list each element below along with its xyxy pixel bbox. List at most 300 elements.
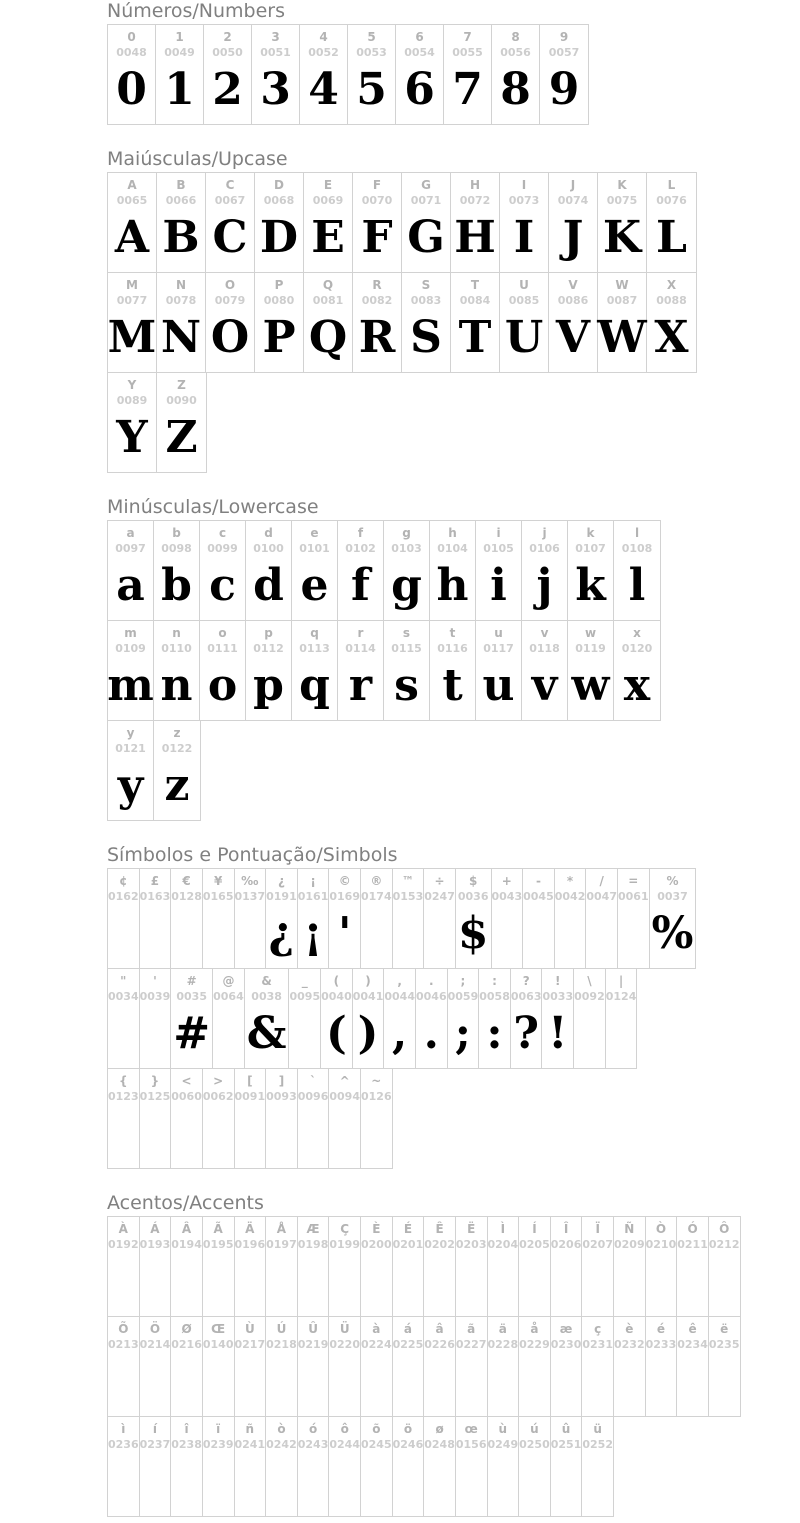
cell-character-label: ™ [401, 874, 414, 888]
glyph-cell [203, 1217, 235, 1316]
cell-glyph-preview: O [210, 312, 250, 363]
cell-glyph-preview [505, 904, 509, 964]
glyph-cell [203, 869, 235, 968]
glyph-cell [300, 25, 348, 124]
cell-character-label: å [530, 1322, 539, 1336]
cell-glyph-preview: G [407, 212, 445, 263]
cell-unicode-code: 0120 [621, 642, 653, 655]
glyph-cell [476, 521, 522, 620]
cell-unicode-code: 0055 [452, 46, 483, 59]
glyph-cell [206, 173, 255, 272]
cell-unicode-code: 0202 [424, 1238, 455, 1251]
cell-character-label: û [561, 1422, 571, 1436]
glyph-cell [298, 869, 330, 968]
glyph-cell [522, 621, 568, 720]
cell-glyph-preview: R [358, 312, 396, 363]
cell-character-label: p [264, 626, 273, 640]
cell-character-label: L [667, 178, 676, 192]
cell-unicode-code: 0228 [487, 1338, 519, 1351]
cell-character-label: V [568, 278, 578, 292]
cell-character-label: n [172, 626, 181, 640]
cell-glyph-preview: $ [457, 908, 489, 959]
cell-glyph-preview [153, 1252, 157, 1312]
glyph-cell [456, 1317, 488, 1416]
cell-unicode-code: 0057 [548, 46, 580, 59]
cell-glyph-preview [596, 1252, 600, 1312]
cell-unicode-code: 0197 [266, 1238, 297, 1251]
cell-character-label: T [470, 278, 480, 292]
cell-character-label: $ [469, 874, 478, 888]
cell-unicode-code: 0095 [289, 990, 321, 1003]
cell-glyph-preview [311, 1252, 315, 1312]
cell-glyph-preview [248, 1252, 252, 1312]
cell-unicode-code: 0165 [202, 890, 234, 903]
glyph-cell [108, 721, 154, 820]
glyph-row-wrap [107, 273, 800, 373]
cell-glyph-preview [121, 1452, 125, 1512]
cell-glyph-preview [438, 1352, 442, 1412]
cell-glyph-preview: v [531, 660, 558, 711]
cell-glyph-preview: U [504, 312, 544, 363]
cell-unicode-code: 0214 [139, 1338, 171, 1351]
glyph-cell [519, 1417, 551, 1516]
cell-glyph-preview [631, 904, 635, 964]
cell-character-label: = [628, 874, 639, 888]
cell-glyph-preview [691, 1252, 695, 1312]
glyph-cell [329, 1317, 361, 1416]
cell-character-label: ú [530, 1422, 539, 1436]
cell-character-label: œ [464, 1422, 478, 1436]
glyph-cell [709, 1317, 740, 1416]
cell-glyph-preview [343, 1352, 347, 1412]
cell-unicode-code: 0063 [510, 990, 542, 1003]
cell-glyph-preview: V [555, 312, 591, 363]
cell-unicode-code: 0161 [297, 890, 329, 903]
glyph-row [107, 272, 697, 373]
cell-unicode-code: 0118 [529, 642, 560, 655]
cell-unicode-code: 0089 [116, 394, 148, 407]
cell-glyph-preview [185, 1452, 189, 1512]
cell-character-label: X [666, 278, 677, 292]
glyph-cell [171, 1217, 203, 1316]
cell-character-label: ë [720, 1322, 729, 1336]
cell-character-label: @ [222, 974, 235, 988]
cell-unicode-code: 0099 [207, 542, 238, 555]
cell-glyph-preview [564, 1252, 568, 1312]
cell-unicode-code: 0123 [108, 1090, 139, 1103]
glyph-cell [235, 1317, 267, 1416]
cell-glyph-preview [303, 1004, 307, 1064]
cell-character-label: Á [150, 1222, 160, 1236]
cell-unicode-code: 0244 [329, 1438, 360, 1451]
glyph-cell [171, 1417, 203, 1516]
cell-unicode-code: 0094 [329, 1090, 360, 1103]
cell-glyph-preview: B [162, 212, 200, 263]
cell-character-label: á [403, 1322, 412, 1336]
glyph-cell [329, 1069, 361, 1168]
cell-unicode-code: 0229 [519, 1338, 550, 1351]
cell-glyph-preview: K [602, 212, 642, 263]
cell-character-label: Ö [149, 1322, 161, 1336]
cell-unicode-code: 0216 [171, 1338, 202, 1351]
cell-unicode-code: 0047 [586, 890, 617, 903]
glyph-cell [140, 1217, 172, 1316]
glyph-cell [393, 1417, 425, 1516]
cell-glyph-preview: N [160, 312, 202, 363]
cell-character-label: ã [467, 1322, 476, 1336]
cell-glyph-preview [469, 1352, 473, 1412]
glyph-cell [203, 1317, 235, 1416]
cell-unicode-code: 0082 [361, 294, 393, 307]
glyph-cell [614, 1217, 646, 1316]
glyph-cell [614, 1317, 646, 1416]
cell-character-label: G [421, 178, 431, 192]
glyph-cell [448, 969, 480, 1068]
cell-glyph-preview: 7 [452, 64, 483, 115]
section-title-numbers: Números/Numbers [107, 0, 285, 22]
cell-glyph-preview: x [623, 660, 651, 711]
cell-character-label: " [120, 974, 127, 988]
glyph-cell [456, 869, 492, 968]
cell-glyph-preview: e [300, 560, 329, 611]
cell-character-label: Œ [211, 1322, 226, 1336]
cell-unicode-code: 0194 [171, 1238, 202, 1251]
cell-character-label: õ [372, 1422, 381, 1436]
glyph-cell [203, 1069, 235, 1168]
cell-character-label: m [124, 626, 137, 640]
glyph-row-wrap [107, 1417, 800, 1517]
glyph-cell [154, 721, 200, 820]
cell-glyph-preview [216, 904, 220, 964]
cell-unicode-code: 0251 [550, 1438, 582, 1451]
cell-character-label: U [519, 278, 529, 292]
cell-character-label: r [357, 626, 364, 640]
font-specimen-page [0, 1, 800, 1523]
cell-glyph-preview [469, 1452, 473, 1512]
cell-glyph-preview: s [394, 660, 419, 711]
glyph-cell [298, 1317, 330, 1416]
glyph-cell [424, 1417, 456, 1516]
cell-character-label: ù [498, 1422, 508, 1436]
cell-character-label: â [435, 1322, 444, 1336]
glyph-row-wrap [107, 1216, 800, 1317]
cell-character-label: C [225, 178, 235, 192]
cell-character-label: Æ [306, 1222, 320, 1236]
cell-character-label: H [469, 178, 481, 192]
cell-unicode-code: 0163 [139, 890, 171, 903]
glyph-cell [292, 621, 338, 720]
glyph-cell [488, 1217, 520, 1316]
cell-unicode-code: 0219 [297, 1338, 329, 1351]
cell-unicode-code: 0196 [234, 1238, 266, 1251]
section-uppercase [107, 149, 800, 473]
cell-unicode-code: 0110 [161, 642, 192, 655]
cell-character-label: í [152, 1422, 157, 1436]
cell-glyph-preview [185, 1352, 189, 1412]
cell-unicode-code: 0250 [519, 1438, 550, 1451]
cell-glyph-preview: ) [357, 1008, 379, 1059]
cell-character-label: ä [498, 1322, 507, 1336]
cell-glyph-preview [311, 1104, 315, 1164]
cell-character-label: u [494, 626, 503, 640]
cell-unicode-code: 0071 [410, 194, 442, 207]
cell-glyph-preview [501, 1352, 505, 1412]
section-title-uppercase: Maiúsculas/Upcase [107, 148, 288, 170]
cell-glyph-preview [619, 1004, 623, 1064]
cell-character-label: ÷ [434, 874, 445, 888]
glyph-cell [255, 273, 304, 372]
cell-character-label: + [501, 874, 512, 888]
cell-unicode-code: 0106 [529, 542, 560, 555]
cell-character-label: à [372, 1322, 381, 1336]
cell-glyph-preview: M [107, 312, 157, 363]
cell-unicode-code: 0064 [213, 990, 244, 1003]
cell-character-label: z [173, 726, 181, 740]
cell-unicode-code: 0153 [392, 890, 424, 903]
cell-glyph-preview [406, 1252, 410, 1312]
cell-character-label: c [218, 526, 227, 540]
cell-character-label: £ [150, 874, 160, 888]
cell-glyph-preview [406, 1352, 410, 1412]
cell-glyph-preview: 4 [308, 64, 339, 115]
glyph-cell [384, 621, 430, 720]
cell-character-label: ) [365, 974, 371, 988]
cell-character-label: ^ [339, 1074, 350, 1088]
glyph-cell [549, 173, 598, 272]
glyph-cell [582, 1317, 614, 1416]
glyph-cell [255, 173, 304, 272]
cell-character-label: F [372, 178, 382, 192]
cell-character-label: î [184, 1422, 189, 1436]
cell-unicode-code: 0078 [165, 294, 197, 307]
cell-unicode-code: 0088 [656, 294, 687, 307]
glyph-cell [108, 1417, 140, 1516]
cell-unicode-code: 0237 [139, 1438, 171, 1451]
cell-character-label: Ê [435, 1222, 444, 1236]
cell-glyph-preview [722, 1352, 726, 1412]
cell-unicode-code: 0246 [392, 1438, 424, 1451]
cell-glyph-preview [564, 1352, 568, 1412]
cell-glyph-preview [587, 1004, 591, 1064]
glyph-cell [598, 273, 647, 372]
cell-glyph-preview [536, 904, 540, 964]
cell-glyph-preview [596, 1452, 600, 1512]
cell-unicode-code: 0052 [308, 46, 339, 59]
cell-unicode-code: 0201 [392, 1238, 424, 1251]
cell-unicode-code: 0231 [582, 1338, 613, 1351]
glyph-cell [500, 273, 549, 372]
glyph-cell [108, 1317, 140, 1416]
cell-unicode-code: 0162 [108, 890, 139, 903]
cell-unicode-code: 0103 [391, 542, 422, 555]
cell-unicode-code: 0091 [234, 1090, 266, 1103]
section-accents [107, 1193, 800, 1517]
cell-character-label: e [310, 526, 319, 540]
cell-glyph-preview [438, 904, 442, 964]
glyph-cell [677, 1217, 709, 1316]
cell-unicode-code: 0124 [605, 990, 637, 1003]
glyph-cell [709, 1217, 740, 1316]
cell-glyph-preview [596, 1352, 600, 1412]
cell-unicode-code: 0109 [115, 642, 146, 655]
cell-glyph-preview: ? [513, 1008, 540, 1059]
section-title-accents: Acentos/Accents [107, 1192, 264, 1214]
glyph-cell [108, 969, 140, 1068]
cell-glyph-preview: C [212, 212, 248, 263]
glyph-cell [235, 1417, 267, 1516]
cell-glyph-preview [374, 1252, 378, 1312]
glyph-cell [266, 1217, 298, 1316]
cell-unicode-code: 0230 [550, 1338, 582, 1351]
glyph-cell [108, 869, 140, 968]
glyph-row-wrap [107, 621, 800, 721]
cell-unicode-code: 0226 [424, 1338, 455, 1351]
cell-character-label: | [618, 974, 624, 988]
cell-character-label: v [540, 626, 549, 640]
cell-glyph-preview: 6 [404, 64, 435, 115]
cell-unicode-code: 0044 [384, 990, 415, 1003]
glyph-cell [519, 1217, 551, 1316]
cell-unicode-code: 0041 [352, 990, 384, 1003]
glyph-cell [542, 969, 574, 1068]
glyph-cell [213, 969, 245, 1068]
glyph-cell [568, 621, 614, 720]
cell-glyph-preview [185, 1252, 189, 1312]
cell-glyph-preview [248, 1452, 252, 1512]
glyph-row [107, 24, 589, 125]
cell-glyph-preview [568, 904, 572, 964]
cell-glyph-preview [279, 1252, 283, 1312]
cell-unicode-code: 0093 [266, 1090, 297, 1103]
glyph-cell [235, 1217, 267, 1316]
cell-character-label: j [542, 526, 547, 540]
cell-glyph-preview [532, 1252, 536, 1312]
cell-unicode-code: 0060 [171, 1090, 202, 1103]
cell-glyph-preview: y [117, 760, 144, 811]
cell-glyph-preview: z [164, 760, 190, 811]
cell-unicode-code: 0045 [523, 890, 554, 903]
cell-unicode-code: 0081 [312, 294, 344, 307]
cell-character-label: 6 [415, 30, 424, 44]
glyph-row [107, 968, 637, 1069]
cell-unicode-code: 0119 [575, 642, 606, 655]
cell-unicode-code: 0235 [708, 1338, 740, 1351]
cell-character-label: ü [593, 1422, 602, 1436]
cell-character-label: Ô [719, 1222, 730, 1236]
cell-character-label: & [261, 974, 272, 988]
glyph-cell [456, 1217, 488, 1316]
glyph-cell [329, 869, 361, 968]
cell-character-label: , [397, 974, 402, 988]
cell-character-label: W [615, 278, 629, 292]
cell-glyph-preview: ¿ [268, 908, 295, 959]
cell-unicode-code: 0066 [165, 194, 197, 207]
glyph-cell [519, 1317, 551, 1416]
glyph-cell [235, 1069, 267, 1168]
glyph-row-wrap [107, 1317, 800, 1417]
cell-glyph-preview: w [571, 660, 610, 711]
cell-glyph-preview: S [410, 312, 442, 363]
glyph-cell [338, 521, 384, 620]
cell-character-label: Y [127, 378, 137, 392]
cell-glyph-preview: u [482, 660, 515, 711]
cell-glyph-preview [311, 1452, 315, 1512]
cell-glyph-preview: P [262, 312, 296, 363]
glyph-row [107, 1216, 741, 1317]
cell-unicode-code: 0212 [708, 1238, 740, 1251]
cell-glyph-preview [153, 1452, 157, 1512]
cell-character-label: ' [153, 974, 157, 988]
cell-unicode-code: 0053 [356, 46, 387, 59]
cell-glyph-preview [248, 1352, 252, 1412]
cell-glyph-preview [564, 1452, 568, 1512]
cell-character-label: Ò [655, 1222, 667, 1236]
cell-glyph-preview: ! [548, 1008, 568, 1059]
glyph-row [107, 372, 207, 473]
cell-unicode-code: 0113 [299, 642, 330, 655]
cell-glyph-preview [311, 1352, 315, 1412]
cell-glyph-preview: m [107, 660, 154, 711]
glyph-cell [361, 1417, 393, 1516]
cell-glyph-preview [121, 1004, 125, 1064]
glyph-cell [245, 969, 290, 1068]
cell-glyph-preview: 2 [212, 64, 243, 115]
cell-character-label: ¥ [214, 874, 223, 888]
cell-unicode-code: 0059 [447, 990, 479, 1003]
cell-glyph-preview [121, 904, 125, 964]
cell-unicode-code: 0243 [297, 1438, 329, 1451]
glyph-cell [402, 273, 451, 372]
cell-glyph-preview [469, 1252, 473, 1312]
glyph-cell [203, 1417, 235, 1516]
cell-glyph-preview [216, 1452, 220, 1512]
cell-glyph-preview: . [423, 1008, 439, 1059]
cell-unicode-code: 0211 [677, 1238, 708, 1251]
glyph-cell [444, 25, 492, 124]
cell-glyph-preview: 9 [548, 64, 580, 115]
glyph-cell [511, 969, 543, 1068]
cell-unicode-code: 0239 [202, 1438, 234, 1451]
cell-glyph-preview: # [173, 1008, 211, 1059]
cell-glyph-preview [659, 1352, 663, 1412]
glyph-cell [353, 173, 402, 272]
glyph-cell [140, 969, 172, 1068]
glyph-cell [551, 1317, 583, 1416]
cell-unicode-code: 0234 [677, 1338, 708, 1351]
cell-glyph-preview: Z [165, 412, 198, 463]
cell-unicode-code: 0207 [582, 1238, 613, 1251]
cell-unicode-code: 0105 [483, 542, 514, 555]
cell-character-label: Î [563, 1222, 569, 1236]
cell-unicode-code: 0068 [263, 194, 295, 207]
cell-unicode-code: 0125 [139, 1090, 171, 1103]
cell-unicode-code: 0070 [361, 194, 393, 207]
glyph-cell [353, 273, 402, 372]
glyph-cell [488, 1417, 520, 1516]
cell-character-label: ò [277, 1422, 286, 1436]
cell-unicode-code: 0193 [139, 1238, 171, 1251]
cell-unicode-code: 0076 [656, 194, 687, 207]
cell-character-label: M [126, 278, 138, 292]
cell-unicode-code: 0087 [606, 294, 638, 307]
glyph-row [107, 1416, 614, 1517]
cell-unicode-code: 0203 [455, 1238, 487, 1251]
cell-character-label: Í [532, 1222, 537, 1236]
glyph-cell [321, 969, 353, 1068]
cell-glyph-preview: 3 [260, 64, 291, 115]
cell-glyph-preview [374, 1104, 378, 1164]
cell-unicode-code: 0218 [266, 1338, 297, 1351]
